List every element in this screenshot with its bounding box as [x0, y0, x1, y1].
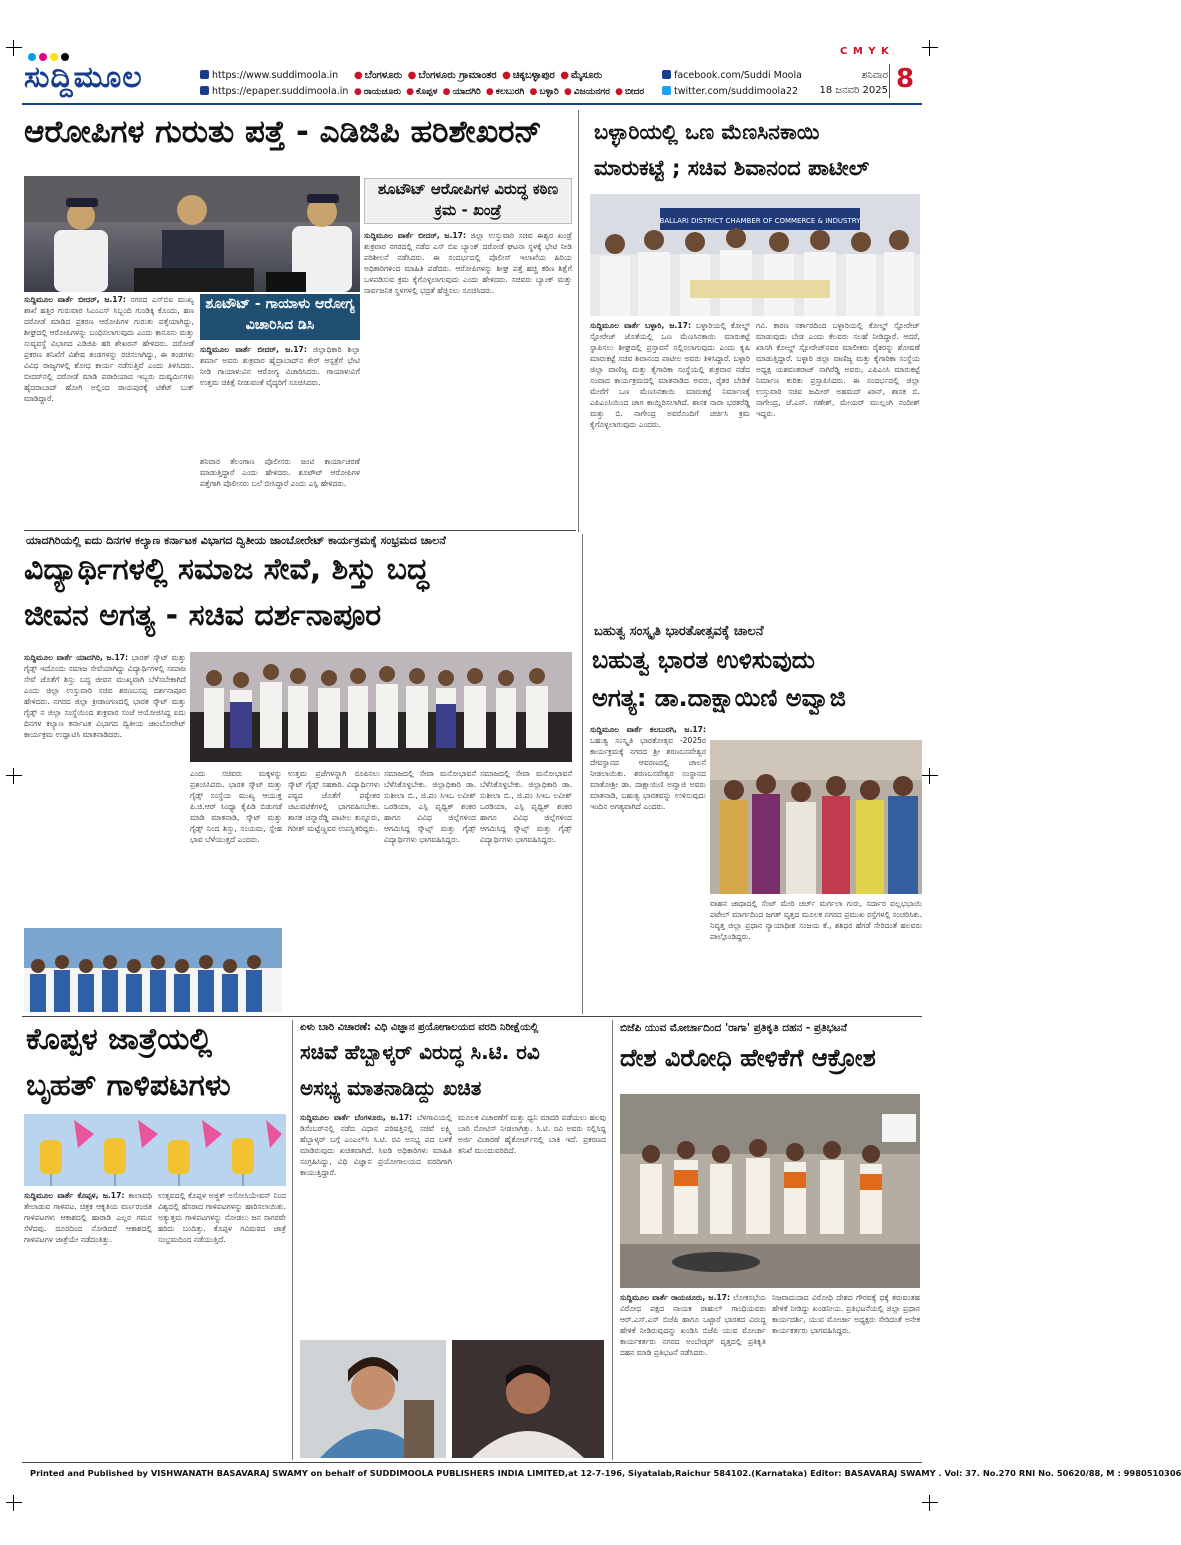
story1-text: ನಗರದ ಎಸ್‌ಬಿಐ ಮುಖ್ಯ ಶಾಖೆ ಹತ್ತಿರ ಗುರುವಾರ ಸಿಎಂಎಸ್ ಸಿಬ್ಬಂದಿ ಗುಂಡಿಕ್ಕಿ ಕೊಂದು, ಹಣ ದರೋಡೆ ಮಾಡಿದ ಪ್ರಕರಣ ಆರೋಪಿಗಳ ಗುರುತು ಪತ್ತೆಯಾಗಿದ್ದು, ಶೀಘ್ರದಲ್ಲಿ ಆರೋಪಿಗಳನ್ನು ಬಂಧಿಸಲಾಗುವುದು ಎಂದು ಕಾನೂನು ಮತ್ತು ಸುವ್ಯವಸ್ಥೆ ವಿಭಾಗದ ಎಡಿಜಿಪಿ ಹರಿ ಶೇಖರನ್ ಹೇಳಿದರು. ದರೋಡೆ ಪ್ರಕರಣ ತನಿಖೆಗೆ ವಿಶೇಷ ತಂಡಗಳನ್ನು ರಚಿಸಲಾಗಿದ್ದು, ಈ ತಂಡಗಳು ವಿವಿಧ ರಾಜ್ಯಗಳಲ್ಲಿ ಶೋಧ ಕಾರ್ಯ ನಡೆಸುತ್ತಿವೆ ಎಂದು ತಿಳಿಸಿದರು. ಬೀದರ್‌ನಲ್ಲಿ ದರೋಡೆ ಮಾಡಿ ಪರಾರಿಯಾದ ಇಬ್ಬರು ದುಷ್ಕರ್ಮಿಗಳು ಹೈದರಾಬಾದ್ ಹೋಗಿ ಅಲ್ಲಿಂದ ರಾಯಪುರಕ್ಕೆ ಟಿಕೆಟ್ ಬುಕ್ ಮಾಡಿದ್ದಾರೆ.	[24, 295, 194, 403]
story3-text-col3: ಉತ್ತಮ ಪ್ರಜೆಗಳನ್ನಾಗಿ ರೂಪಿಸಲು ಸ್ಕೌಟ್ ಗೈಡ್ಸ್ ಸಹಕಾರಿ. ವಿದ್ಯಾರ್ಥಿಗಳು ಪಠ್ಯದ ಜೊತೆಗೆ ಪಠ್ಯೇತರ ಚಟುವಟಿಕೆಗಳಲ್ಲಿ ಭಾಗವಹಿಸಬೇಕು. ಶಾಸಕ ಚನ್ನಾರೆಡ್ಡಿ ಪಾಟೀಲ ತುನ್ನೂರು, ಗಿರೀಶ್ ಮಟ್ಟೆಣ್ಣವರ ಉಪಸ್ಥಿತರಿದ್ದರು.	[288, 769, 380, 833]
story1-byline: ಸುದ್ದಿಮೂಲ ವಾರ್ತೆ ಬೀದರ್, ಜ.17:	[24, 295, 126, 304]
story3-body-col5	[480, 768, 572, 1008]
story4-headline-line2: ಅಗತ್ಯ: ಡಾ.ದಾಕ್ಷಾಯಿಣಿ ಅವ್ವಾಜಿ	[592, 684, 846, 712]
story3-body	[24, 652, 186, 922]
globe-icon	[200, 86, 209, 95]
story6-text: ಬೆಳಗಾವಿಯಲ್ಲಿ ಡಿಸೆಂಬರ್‌ನಲ್ಲಿ ನಡೆದ ವಿಧಾನ ಪರಿಷತ್ತಿನಲ್ಲಿ ಸಚಿವೆ ಲಕ್ಷ್ಮಿ ಹೆಬ್ಬಾಳ್ಕರ್ ಬಗ್ಗೆ ಎಂಎಲ್‌ಸಿ ಸಿ.ಟಿ. ರವಿ ಅಸಭ್ಯ ಪದ ಬಳಕೆ ಮಾಡಿರುವುದು ಖಚಿತವಾಗಿದೆ. ಸಿಐಡಿ ಅಧಿಕಾರಿಗಳು ಮಾಹಿತಿ ಸಂಗ್ರಹಿಸಿದ್ದು, ವಿಧಿ ವಿಜ್ಞಾನ ಪ್ರಯೋಗಾಲಯದ ವರದಿಗಾಗಿ ಕಾಯುತ್ತಿದ್ದಾರೆ.	[300, 1113, 452, 1177]
story2-body	[590, 320, 750, 616]
story1-sub-text: ಜಿಲ್ಲಾಧಿಕಾರಿ ಶಿಲ್ಪಾ ಶರ್ಮಾ ಅವರು ಶುಕ್ರವಾರ ಹೈದ್ರಾಬಾದ್‌ನ ಕೇರ್ ಆಸ್ಪತ್ರೆಗೆ ಭೇಟಿ ನೀಡಿ ಗಾಯಾಳುವಿನ ಆರೋಗ್ಯ ವಿಚಾರಿಸಿದರು. ಗಾಯಾಳುವಿಗೆ ಉತ್ತಮ ಚಿಕಿತ್ಸೆ ನೀಡುವಂತೆ ವೈದ್ಯರಿಗೆ ಸೂಚಿಸಿದರು.	[200, 345, 361, 387]
city-row-1: ● ಬೆಂಗಳೂರು ● ಬೆಂಗಳೂರು ಗ್ರಾಮಾಂತರ ● ಚಿಕ್ಕಬಳ್ಳಾಪುರ ● ಮೈಸೂರು	[354, 70, 603, 81]
story2-headline-line2: ಮಾರುಕಟ್ಟೆ ; ಸಚಿವ ಶಿವಾನಂದ ಪಾಟೀಲ್	[594, 156, 870, 180]
story1-kicker-box: ಶೂಟೌಟ್ ಆರೋಪಿಗಳ ವಿರುದ್ಧ ಕಠಿಣ ಕ್ರಮ - ಖಂಡ್ರೆ	[364, 178, 572, 224]
story4-kicker: ಬಹುತ್ವ ಸಂಸ್ಕೃತಿ ಭಾರತೋತ್ಸವಕ್ಕೆ ಚಾಲನೆ	[594, 624, 764, 639]
story1-photo	[24, 176, 360, 292]
story3-body-col4	[384, 768, 476, 1008]
story1-sub-box: ಶೂಟೌಟ್ - ಗಾಯಾಳು ಆರೋಗ್ಯ ವಿಚಾರಿಸಿದ ಡಿಸಿ	[200, 294, 360, 340]
weekday: ಶನಿವಾರ	[861, 70, 888, 81]
city-row-2: ● ರಾಯಚೂರು ● ಕೊಪ್ಪಳ ● ಯಾದಗಿರಿ ● ಕಲಬುರಗಿ ● ಬಳ್ಳಾರಿ ● ವಿಜಯನಗರ ● ಬೀದರ	[354, 87, 645, 97]
story3-stage-photo	[190, 652, 572, 762]
story1-body	[24, 294, 194, 530]
footer-rule	[22, 1462, 922, 1463]
story4-text-col2: ವಾಹನ ಜಾಥಾದಲ್ಲಿ ಸೆಂಟ್ ಮೇರಿ ಚರ್ಚ್ ಮರ್ಗಲಾ ಗುರು, ಸರ್ದಾರ ವಲ್ಲಭಭಾಯಿ ಪಟೇಲ್ ಮಾರ್ಗದಿಂದ ಜಗತ್ ವೃತ್ತದ ಮೂಲಕ ನಗರದ ಪ್ರಮುಖ ರಸ್ತೆಗಳಲ್ಲಿ ಸಂಚರಿಸಿತು. ನಿವೃತ್ತ ಜಿಲ್ಲಾ ಪ್ರಧಾನ ನ್ಯಾಯಾಧೀಶ ಸಂಜಯ ಕೆ., ಶಶಿಧರ ಹೆಗಡೆ ಸೇರಿದಂತೆ ಹಲವರು ಪಾಲ್ಗೊಂಡಿದ್ದರು.	[710, 899, 922, 941]
story3-text: ಭಾರತ್ ಸ್ಕೌಟ್ ಮತ್ತು ಗೈಡ್ಸ್ ಇದೊಂದು ಸಮಾಜ ಸೇವೆಯಾಗಿದ್ದು ವಿದ್ಯಾರ್ಥಿಗಳಲ್ಲಿ ಸಮಾಜ ಸೇವೆ ಜೊತೆಗೆ ಶಿಸ್ತು ಬದ್ಧ ಜೀವನ ಮುಖ್ಯವಾಗಿ ಬೆಳೆಸಬೇಕಾಗಿದೆ ಎಂದು ಜಿಲ್ಲಾ ಉಸ್ತುವಾರಿ ಸಚಿವ ಶರಣಬಸಪ್ಪ ದರ್ಶನಾಪೂರ ಹೇಳಿದರು. ನಗರದ ಜಿಲ್ಲಾ ಕ್ರೀಡಾಂಗಣದಲ್ಲಿ ಭಾರತ ಸ್ಕೌಟ್ ಮತ್ತು ಗೈಡ್ಸ್ ನ ಜಿಲ್ಲಾ ಸಂಸ್ಥೆಯಿಂದ ಶುಕ್ರವಾರ ಸಂಜೆ ಆಯೋಜಿಸಿದ್ದ ಐದು ದಿನಗಳ ಕಲ್ಯಾಣ ಕರ್ನಾಟಕ ವಿಭಾಗದ ದ್ವಿತೀಯ ಜಾಂಬೋರೇಟ್ ಕಾರ್ಯಕ್ರಮ ಉದ್ಘಾಟಿಸಿ ಮಾತನಾಡಿದರು.	[24, 653, 186, 739]
imprint-line: Printed and Published by VISHWANATH BASAVARAJ SWAMY on behalf of SUDDIMOOLA PUBLISHERS INDIA LIMITED,at 12-7-196, Siyatalab,Raichur 584102.(Karnataka) Editor: BASAVARAJ SWAMY . Vol: 37. No.270 RNI No. 50620/88, M : 9980510306	[30, 1468, 1181, 1478]
story6-body-col2	[458, 1112, 606, 1336]
story7-byline: ಸುದ್ದಿಮೂಲ ವಾರ್ತೆ ರಾಯಚೂರು, ಜ.17:	[620, 1293, 730, 1302]
story5-byline: ಸುದ್ದಿಮೂಲ ವಾರ್ತೆ ಕೊಪ್ಪಳ, ಜ.17:	[24, 1191, 125, 1200]
twitter-link[interactable]: twitter.com/suddimoola22	[662, 84, 802, 100]
column-divider	[578, 110, 579, 532]
cmyk-mark: C M Y K	[840, 46, 890, 57]
story4-photo	[710, 740, 922, 894]
story6-photo-hebbalkar	[300, 1340, 446, 1458]
story1-kicker-text: ಜಿಲ್ಲಾ ಉಸ್ತುವಾರಿ ಸಚಿವ ಈಶ್ವರ ಖಂಡ್ರೆ ಶುಕ್ರವಾರ ನಗರದಲ್ಲಿ ನಡೆದ ಎಸ್ ಬಿಐ ಬ್ಯಾಂಕ್ ದರೋಡೆ ಘಟನಾ ಸ್ಥಳಕ್ಕೆ ಭೇಟಿ ನೀಡಿ ಪರಿಶೀಲನೆ ನಡೆಸಿದರು. ಈ ಸಂದರ್ಭದಲ್ಲಿ ಪೊಲೀಸ್ ಇಲಾಖೆಯ ಹಿರಿಯ ಅಧಿಕಾರಿಗಳಿಂದ ಮಾಹಿತಿ ಪಡೆದರು. ಆರೋಪಿಗಳನ್ನು ಶೀಘ್ರ ಪತ್ತೆ ಹಚ್ಚಿ ಕಠಿಣ ಶಿಕ್ಷೆಗೆ ಒಳಪಡಿಸುವ ಕ್ರಮ ಕೈಗೊಳ್ಳಲಾಗುವುದು ಎಂದು ಹೇಳಿದರು. ಸಚಿವರು ಬ್ಯಾಂಕ್ ಮತ್ತು ಸಾರ್ವಜನಿಕ ಸ್ಥಳಗಳಲ್ಲಿ ಭದ್ರತೆ ಹೆಚ್ಚಿಸಲು ಸೂಚಿಸಿದರು.	[364, 231, 572, 295]
column-divider	[582, 534, 583, 1014]
story3-text-col5: ಸಮಾಜದಲ್ಲಿ ಸೇವಾ ಮನೋಭಾವನೆ ಬೆಳೆಸಿಕೊಳ್ಳಬೇಕು. ಜಿಲ್ಲಾಧಿಕಾರಿ ಡಾ. ಸುಶೀಲಾ ಬಿ., ಜಿ.ಪಂ ಸಿಇಒ ಲವೀಶ್ ಒರಡಿಯಾ, ಎಸ್ಪಿ ಪೃಥ್ವಿಕ್ ಶಂಕರ ಹಾಗೂ ವಿವಿಧ ಜಿಲ್ಲೆಗಳಿಂದ ಆಗಮಿಸಿದ್ದ ಸ್ಕೌಟ್ಸ್ ಮತ್ತು ಗೈಡ್ಸ್ ವಿದ್ಯಾರ್ಥಿಗಳು ಭಾಗವಹಿಸಿದ್ದರು.	[480, 769, 572, 844]
story3-body-col3	[288, 768, 380, 1008]
story2-byline: ಸುದ್ದಿಮೂಲ ವಾರ್ತೆ ಬಳ್ಳಾರಿ, ಜ.17:	[590, 321, 691, 330]
page-number: 8	[896, 64, 915, 94]
story5-text: ಕಾಲಾವಧಿ ತೇಲಾಡುವ ಗಾಳಿಪಟ. ಚಿತ್ರಕ ಆಕೃತಿಯ ವರ್ಣರಂಜಿತ ಗಾಳಿಪಟಗಳು ಆಕಾಶದಲ್ಲಿ ಹಾರಾಡಿ ಎಲ್ಲರ ಗಮನ ಸೆಳೆದವು. ದೂರದಿಂದ ನೋಡಿದರೆ ಆಕಾಶದಲ್ಲಿ ಗಾಳಿಪಟಗಳ ಜಾತ್ರೆಯೇ ನಡೆದಂತಿತ್ತು.	[24, 1191, 152, 1244]
story3-students-photo	[24, 928, 282, 1012]
crop-mark	[6, 40, 22, 56]
story5-text-col2: ಉತ್ಸವದಲ್ಲಿ ಕೊಪ್ಪಳ ಅಜ್ಜಿಕ್ ಅಸೋಸಿಯೇಷನ್ ನಿಂದ ವಿಶ್ವದಲ್ಲಿ ಹೆಸರಾದ ಗಾಳಿಪಟಗಳನ್ನು ಹಾರಿಸಲಾಯಿತು. ಅತ್ಯುತ್ತಮ ಗಾಳಿಪಟಗಳನ್ನು ನೋಡಲು ಜನ ಸಾಗರವೇ ಹರಿದು ಬಂದಿತ್ತು. ಕೊಪ್ಪಳ ಗವಿಮಠದ ಜಾತ್ರೆ ಸಂಭ್ರಮದಿಂದ ನಡೆಯುತ್ತಿದೆ.	[158, 1191, 286, 1244]
crop-mark	[6, 1495, 22, 1511]
column-divider	[292, 1020, 293, 1460]
story5-kites-photo	[24, 1114, 286, 1186]
section-rule	[22, 1016, 922, 1017]
story5-headline-line1: ಕೊಪ್ಪಳ ಜಾತ್ರೆಯಲ್ಲಿ	[26, 1022, 213, 1057]
story7-text-col2: ನಿಜವಾದುದಾದ ವಿರೋಧಿ ದೇಶದ ಗೌರವಕ್ಕೆ ಧಕ್ಕೆ ತರುವಂತಹ ಹೇಳಿಕೆ ನೀಡಿದ್ದು ಖಂಡನೀಯ. ಪ್ರತಿಭಟನೆಯಲ್ಲಿ ಜಿಲ್ಲಾ ಪ್ರಧಾನ ಕಾರ್ಯದರ್ಶಿ, ಯುವ ಮೋರ್ಚಾ ಅಧ್ಯಕ್ಷರು ಸೇರಿದಂತೆ ಅನೇಕ ಕಾರ್ಯಕರ್ತರು ಭಾಗವಹಿಸಿದ್ದರು.	[772, 1293, 920, 1335]
story4-body	[590, 724, 706, 1006]
twitter-icon	[662, 86, 671, 95]
story1-headline: ಆರೋಪಿಗಳ ಗುರುತು ಪತ್ತೆ - ಎಡಿಜಿಪಿ ಹರಿಶೇಖರನ್	[24, 114, 542, 150]
story6-byline: ಸುದ್ದಿಮೂಲ ವಾರ್ತೆ ಬೆಂಗಳೂರು, ಜ.17:	[300, 1113, 413, 1122]
story7-text: ಲೋಕಸಭೆಯ ವಿರೋಧ ಪಕ್ಷದ ನಾಯಕ ರಾಹುಲ್ ಗಾಂಧಿಯವರು ಆರ್.ಎಸ್.ಎಸ್ ಬಿಜೆಪಿ ಹಾಗೂ ಒಟ್ಟಾರೆ ಭಾರತದ ವಿರುದ್ಧ ಹೇಳಿಕೆ ನೀಡಿರುವುದನ್ನು ಖಂಡಿಸಿ ಬಿಜೆಪಿ ಯುವ ಮೋರ್ಚಾ ಕಾರ್ಯಕರ್ತರು ನಗರದ ಅಂಬೇಡ್ಕರ್ ವೃತ್ತದಲ್ಲಿ ಪ್ರತಿಕೃತಿ ದಹನ ಮಾಡಿ ಪ್ರತಿಭಟನೆ ನಡೆಸಿದರು.	[620, 1293, 766, 1357]
story5-body	[24, 1190, 152, 1452]
story4-body-col2	[710, 898, 922, 1008]
date: 18 ಜನವರಿ 2025	[819, 85, 888, 96]
story4-text: ಬಹುತ್ವ ಸಂಸ್ಕೃತಿ ಭಾರತೋತ್ಸವ -2025ರ ಕಾರ್ಯಕ್ರಮಕ್ಕೆ ನಗರದ ಶ್ರೀ ಶರಣಬಸವೇಶ್ವರ ದೇವಸ್ಥಾನದ ಆವರಣದಲ್ಲಿ ಚಾಲನೆ ನೀಡಲಾಯಿತು. ಶರಣಬಸವೇಶ್ವರ ಸಂಸ್ಥಾನದ ಮಾತೋಶ್ರೀ ಡಾ. ದಾಕ್ಷಾಯಿಣಿ ಅವ್ವಾಜಿ ಅವರು ಮಾತನಾಡಿ, ಬಹುತ್ವ ಭಾರತವನ್ನು ಉಳಿಸುವುದು ಇಂದಿನ ಅಗತ್ಯವಾಗಿದೆ ಎಂದರು.	[590, 736, 706, 811]
epaper-link[interactable]: https://epaper.suddimoola.in	[200, 84, 348, 100]
masthead-rule	[22, 103, 922, 105]
story7-kicker: ಬಿಜೆಪಿ ಯುವ ಮೋರ್ಚಾದಿಂದ 'ರಾಗಾ' ಪ್ರತಿಕೃತಿ ದಹನ - ಪ್ರತಿಭಟನೆ	[620, 1022, 847, 1034]
story3-kicker: ಯಾದಗಿರಿಯಲ್ಲಿ ಐದು ದಿನಗಳ ಕಲ್ಯಾಣ ಕರ್ನಾಟಕ ವಿಭಾಗದ ದ್ವಿತೀಯ ಜಾಂಬೋರೇಟ್ ಕಾರ್ಯಕ್ರಮಕ್ಕೆ ಸಂಭ್ರಮದ ಚಾಲನೆ	[26, 534, 446, 547]
crop-mark	[922, 1495, 938, 1511]
story7-protest-photo	[620, 1094, 920, 1288]
photo-banner-text: BALLARI DISTRICT CHAMBER OF COMMERCE & INDUSTRY	[659, 217, 861, 225]
column-divider	[612, 1020, 613, 1460]
crop-mark	[922, 40, 938, 56]
story6-kicker: ಏಳು ಬಾರಿ ವಿಚಾರಣೆ: ವಿಧಿ ವಿಜ್ಞಾನ ಪ್ರಯೋಗಾಲಯದ ವರದಿ ನಿರೀಕ್ಷೆಯಲ್ಲಿ	[300, 1022, 539, 1033]
story6-photo-ctravi	[452, 1340, 604, 1458]
story6-body	[300, 1112, 452, 1336]
story1-col4-text: ಶನಿವಾರ ತೆಲಂಗಾಣ ಪೊಲೀಸರು ಜಂಟಿ ಕಾರ್ಯಾಚರಣೆ ಮಾಡುತ್ತಿದ್ದಾರೆ ಎಂದು ಹೇಳಿದರು. ಶೂಟೌಟ್ ಆರೋಪಿಗಳ ಪತ್ತೆಗಾಗಿ ಪೊಲೀಸರು ಬಲೆ ಬೀಸಿದ್ದಾರೆ ಎಂದು ಎಸ್ಪಿ ಹೇಳಿದರು.	[200, 457, 360, 488]
globe-icon	[200, 70, 209, 79]
story6-headline-line1: ಸಚಿವೆ ಹೆಬ್ಬಾಳ್ಕರ್ ವಿರುದ್ಧ ಸಿ.ಟಿ. ರವಿ	[300, 1040, 540, 1064]
story2-headline-line1: ಬಳ್ಳಾರಿಯಲ್ಲಿ ಒಣ ಮೆಣಸಿನಕಾಯಿ	[594, 120, 820, 144]
story2-body-col2	[756, 320, 920, 616]
story1-kicker-byline: ಸುದ್ದಿಮೂಲ ವಾರ್ತೆ ಬೀದರ್, ಜ.17:	[364, 231, 466, 240]
story2-text: ಬಳ್ಳಾರಿಯಲ್ಲಿ ಕೋಲ್ಡ್ ಸ್ಟೋರೇಜ್ ಜೊತೆಯಲ್ಲಿ ಒಣ ಮೆಣಸಿನಕಾಯಿ ಮಾರುಕಟ್ಟೆ ಸ್ಥಾಪಿಸಲು ಶೀಘ್ರದಲ್ಲಿ ಪ್ರಸ್ತಾವನೆ ಸಲ್ಲಿಸಲಾಗುವುದು ಎಂದು ಕೃಷಿ ಮಾರುಕಟ್ಟೆ ಸಚಿವ ಶಿವಾನಂದ ಪಾಟೀಲ ಅವರು ತಿಳಿಸಿದ್ದಾರೆ. ಬಳ್ಳಾರಿ ಜಿಲ್ಲಾ ವಾಣಿಜ್ಯ ಮತ್ತು ಕೈಗಾರಿಕಾ ಸಂಸ್ಥೆಯಲ್ಲಿ ಶುಕ್ರವಾರ ನಡೆದ ಸಂವಾದ ಕಾರ್ಯಕ್ರಮದಲ್ಲಿ ಮಾತನಾಡಿದ ಅವರು, ರೈತರ ಬೇಡಿಕೆ ಮೇರೆಗೆ ಒಣ ಮೆಣಸಿನಕಾಯಿ ಮಾರುಕಟ್ಟೆ ನಿರ್ಮಾಣಕ್ಕೆ ಎಪಿಎಂಸಿಯಿಂದ ಜಾಗ ಕಾಯ್ದಿರಿಸಲಾಗಿದೆ. ಶಾಸಕ ನಾರಾ ಭರತರೆಡ್ಡಿ ಮತ್ತು ಬಿ. ನಾಗೇಂದ್ರ ಅವರೊಂದಿಗೆ ಚರ್ಚಿಸಿ ಕ್ರಮ ಕೈಗೊಳ್ಳಲಾಗುವುದು ಎಂದರು.	[590, 321, 750, 429]
story4-byline: ಸುದ್ದಿಮೂಲ ವಾರ್ತೆ ಕಲಬುರಗಿ, ಜ.17:	[590, 725, 706, 734]
story6-text-col2: ಮೂಲಕ ವಿಚಾರಣೆಗೆ ಮತ್ತು ಧ್ವನಿ ಮಾದರಿ ಪಡೆಯಲು ಹಲವು ಬಾರಿ ನೋಟಿಸ್ ನೀಡಲಾಗಿತ್ತು. ಸಿ.ಟಿ. ರವಿ ಅವರು ಸಲ್ಲಿಸಿದ್ದ ಅರ್ಜಿ ವಿಚಾರಣೆ ಹೈಕೋರ್ಟ್‌ನಲ್ಲಿ ಬಾಕಿ ಇದೆ. ಪ್ರಕರಣದ ತನಿಖೆ ಮುಂದುವರಿದಿದೆ.	[458, 1113, 606, 1155]
story5-body-col2	[158, 1190, 286, 1452]
story6-headline-line2: ಅಸಭ್ಯ ಮಾತನಾಡಿದ್ದು ಖಚಿತ	[300, 1076, 482, 1100]
story1-sub-body	[200, 344, 360, 450]
crop-mark	[6, 768, 22, 784]
story2-photo	[590, 194, 920, 316]
story7-body-col2	[772, 1292, 920, 1454]
story3-text-col4: ಸಮಾಜದಲ್ಲಿ ಸೇವಾ ಮನೋಭಾವನೆ ಬೆಳೆಸಿಕೊಳ್ಳಬೇಕು. ಜಿಲ್ಲಾಧಿಕಾರಿ ಡಾ. ಸುಶೀಲಾ ಬಿ., ಜಿ.ಪಂ ಸಿಇಒ ಲವೀಶ್ ಒರಡಿಯಾ, ಎಸ್ಪಿ ಪೃಥ್ವಿಕ್ ಶಂಕರ ಹಾಗೂ ವಿವಿಧ ಜಿಲ್ಲೆಗಳಿಂದ ಆಗಮಿಸಿದ್ದ ಸ್ಕೌಟ್ಸ್ ಮತ್ತು ಗೈಡ್ಸ್ ವಿದ್ಯಾರ್ಥಿಗಳು ಭಾಗವಹಿಸಿದ್ದರು.	[384, 769, 476, 844]
issue-date	[818, 68, 888, 98]
story3-text-col2: ಎಂದು ಸಚಿವರು ಮಕ್ಕಳನ್ನು ಪ್ರಶಂಸಿಸಿದರು. ಭಾರತ ಸ್ಕೌಟ್ ಮತ್ತು ಗೈಡ್ಸ್ ಸಂಸ್ಥೆಯ ಮುಖ್ಯ ಆಯುಕ್ತ ಪಿ.ಜಿ.ಆರ್ ಸಿಂಧ್ಯಾ ಕೈಪಿಡಿ ಬಿಡುಗಡೆ ಮಾಡಿ ಮಾತನಾಡಿ, ಸ್ಕೌಟ್ ಮತ್ತು ಗೈಡ್ಸ್ ನಿಂದ ಶಿಸ್ತು, ಸಂಯಮ, ಸ್ನೇಹ ಭಾವ ಬೆಳೆಯುತ್ತದೆ ಎಂದರು.	[190, 769, 282, 844]
facebook-icon	[662, 70, 671, 79]
date-divider	[889, 64, 890, 98]
story5-headline-line2: ಬೃಹತ್ ಗಾಳಿಪಟಗಳು	[26, 1068, 231, 1103]
story4-headline-line1: ಬಹುತ್ವ ಭಾರತ ಉಳಿಸುವುದು	[592, 646, 815, 674]
story1-col4-body	[200, 456, 360, 530]
story1-sub-byline: ಸುದ್ದಿಮೂಲ ವಾರ್ತೆ ಬೀದರ್, ಜ.17:	[200, 345, 307, 354]
story1-kicker-body	[364, 230, 572, 530]
website-links	[200, 68, 348, 100]
facebook-link[interactable]: facebook.com/Suddi Moola	[662, 68, 802, 84]
story3-headline-line2: ಜೀವನ ಅಗತ್ಯ - ಸಚಿವ ದರ್ಶನಾಪೂರ	[24, 598, 382, 633]
crop-mark	[922, 768, 938, 784]
social-links	[662, 68, 802, 100]
story3-byline: ಸುದ್ದಿಮೂಲ ವಾರ್ತೆ ಯಾದಗಿರಿ, ಜ.17:	[24, 653, 129, 662]
story3-body-col2	[190, 768, 282, 928]
newspaper-logo: ಸುದ್ದಿಮೂಲ	[24, 60, 143, 95]
website-link[interactable]: https://www.suddimoola.in	[200, 68, 348, 84]
section-rule	[24, 530, 576, 531]
story7-body	[620, 1292, 766, 1454]
story7-headline: ದೇಶ ವಿರೋಧಿ ಹೇಳಿಕೆಗೆ ಆಕ್ರೋಶ	[620, 1044, 876, 1072]
story2-text-col2: ಗವಿ. ಕಾರಣ ಸರ್ಕಾರದಿಂದ ಬಳ್ಳಾರಿಯಲ್ಲಿ ಕೋಲ್ಡ್ ಸ್ಟೋರೇಜ್ ಮಾಡುವುದು ಬೇಡ ಎಂದು ಕೆಲವರು ಸಲಹೆ ನೀಡಿದ್ದಾರೆ. ಆದರೆ, ಖಾಸಗಿ ಕೋಲ್ಡ್ ಸ್ಟೋರೇಜ್‌ನವರ ಮಾಲೀಕರು ರೈತರನ್ನು ಶೋಷಣೆ ಮಾಡುತ್ತಿದ್ದಾರೆ. ಬಳ್ಳಾರಿ ಜಿಲ್ಲಾ ವಾಣಿಜ್ಯ ಮತ್ತು ಕೈಗಾರಿಕಾ ಸಂಸ್ಥೆಯ ಅಧ್ಯಕ್ಷ ಯಶವಂತರಾಜ್ ನಾಗಿರೆಡ್ಡಿ ಅವರು, ಎಪಿಎಂಸಿ ಮಾರುಕಟ್ಟೆ ನಿರ್ಮಾಣ ಕುರಿತು ಪ್ರಸ್ತಾಪಿಸಿದರು. ಈ ಸಂದರ್ಭದಲ್ಲಿ ಜಿಲ್ಲಾ ಉಸ್ತುವಾರಿ ಸಚಿವ ಜಮೀರ್ ಅಹಮದ್ ಖಾನ್, ಶಾಸಕ ಬಿ. ನಾಗೇಂದ್ರ, ಜೆ.ಎನ್. ಗಣೇಶ್, ಮೇಯರ್ ಮುಲ್ಲಂಗಿ ನಂದೀಶ್ ಇದ್ದರು.	[756, 321, 920, 418]
story3-headline-line1: ವಿದ್ಯಾರ್ಥಿಗಳಲ್ಲಿ ಸಮಾಜ ಸೇವೆ, ಶಿಸ್ತು ಬದ್ಧ	[24, 552, 429, 587]
